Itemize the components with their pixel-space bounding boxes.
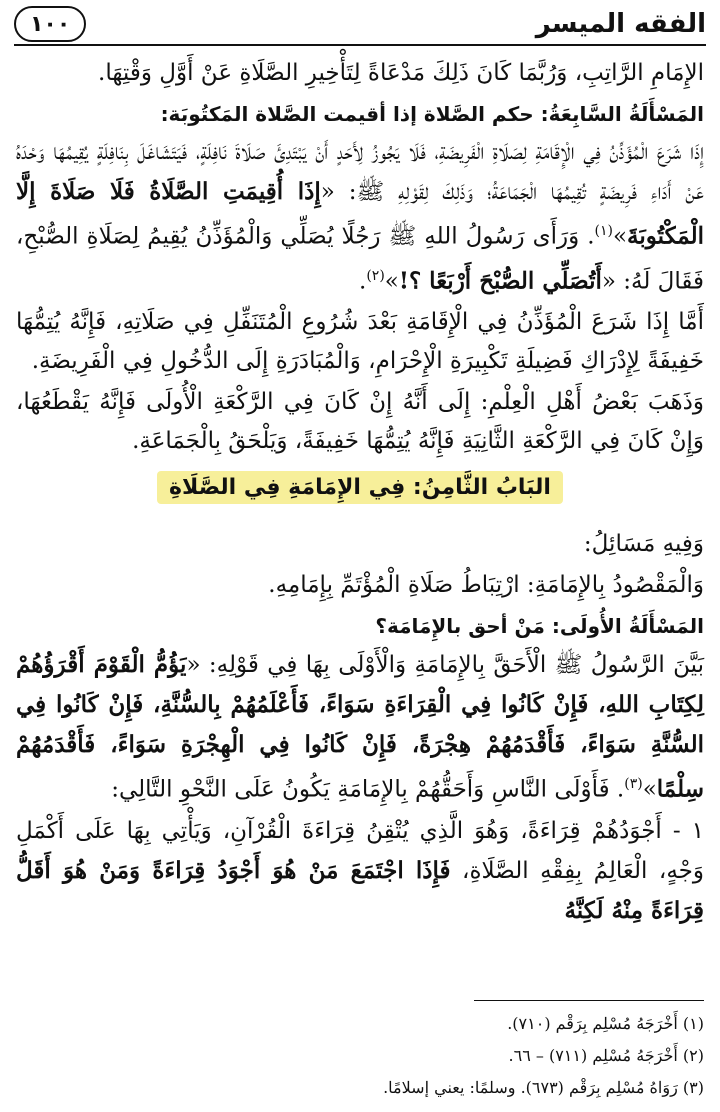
issue-1-heading: المَسْأَلَةُ الأُولَى: مَنْ أحق بالإِمَامَة؟: [375, 614, 704, 639]
page-number: ١٠٠: [14, 6, 86, 42]
footnote-marker[interactable]: (١): [594, 223, 613, 239]
list-item: [16, 812, 704, 931]
paragraph: وَالْمَقْصُودُ بِالإِمَامَةِ: ارْتِبَاطُ صَلَاةِ الْمُؤْتَمِّ بِإِمَامِهِ.: [268, 572, 704, 599]
footnote-marker[interactable]: (٢): [366, 267, 385, 284]
page-content: [16, 54, 704, 933]
paragraph-text: . وَرَأَى رَسُولُ اللهِ ﷺ رَجُلًا يُصَلِّي وَالْمُؤَذِّنُ يُقِيمُ لِصَلَاةِ الصُّبْحِ، فَقَالَ لَهُ: «: [16, 223, 704, 295]
paragraph: وَفِيهِ مَسَائِلُ:: [583, 531, 704, 558]
paragraph: إِذَا شَرَعَ الْمُؤَذِّنُ فِي الْإِقَامَةِ لِصَلَاةِ الْفَرِيضَةِ، فَلَا يَجُوزُ لِأَحَدٍ أَنْ يَبْتَدِئَ صَلَاةَ نَافِلَةٍ، فَيَتَشَاغَلَ بِنَافِلَةٍ يُقِيمُهَا وَحْدَهُ عَنْ أَدَاءِ فَرِيضَةٍ تُقِيمُهَا الْجَمَاعَةُ؛ وَذَلِكَ لِقَوْلِهِ ﷺ: «إِذَا أُقِيمَتِ الصَّلَاةُ فَلَا صَلَاةَ إِلَّا الْمَكْتُوبَةَ»$^{(١)}$. وَرَأَى رَسُولُ اللهِ ﷺ رَجُلًا يُصَلِّي وَالْمُؤَذِّنُ يُقِيمُ لِصَلَاةِ الصُّبْحِ، فَقَالَ لَهُ: «أَتُصَلِّي الصُّبْحَ أَرْبَعًا ؟!»$^{(٢)}$.: [16, 139, 704, 295]
book-title: الفقه الميسر: [535, 9, 706, 39]
footnote-2: (٢) أَخْرَجَهُ مُسْلِم (٧١١) – ٦٦.: [508, 1046, 704, 1065]
paragraph-text: . فَأَوْلَى النَّاسِ وَأَحَقُّهُمْ بِالإِمَامَةِ يَكُونُ عَلَى النَّحْوِ التَّالِي:: [111, 776, 625, 803]
footnote-divider: [474, 1000, 704, 1001]
paragraph: بَيَّنَ الرَّسُولُ ﷺ الْأَحَقَّ بِالإِمَامَةِ وَالْأَوْلَى بِهَا فِي قَوْلِهِ: «يَؤُمُّ الْقَوْمَ أَقْرَؤُهُمْ لِكِتَابِ اللهِ، فَإِنْ كَانُوا فِي الْقِرَاءَةِ سَوَاءً، فَأَعْلَمُهُمْ بِالسُّنَّةِ، فَإِنْ كَانُوا فِي السُّنَّةِ سَوَاءً، فَأَقْدَمُهُمْ هِجْرَةً، فَإِنْ كَانُوا فِي الْهِجْرَةِ سَوَاءً، فَأَقْدَمُهُمْ سِلْمًا»$^{(٣)}$. فَأَوْلَى النَّاسِ وَأَحَقُّهُمْ بِالإِمَامَةِ يَكُونُ عَلَى النَّحْوِ التَّالِي:: [16, 651, 704, 803]
chapter-heading: [16, 471, 704, 515]
paragraph-text: بَيَّنَ الرَّسُولُ ﷺ الْأَحَقَّ بِالإِمَامَةِ وَالْأَوْلَى بِهَا فِي قَوْلِهِ: «: [186, 652, 704, 679]
footnote-3: (٣) رَوَاهُ مُسْلِم بِرَقْم (٦٧٣). وسلمًا: يعني إسلامًا.: [383, 1078, 704, 1097]
footnote-1: (١) أَخْرَجَهُ مُسْلِم بِرَقْم (٧١٠).: [507, 1014, 704, 1033]
paragraph: أَمَّا إِذَا شَرَعَ الْمُؤَذِّنُ فِي الْإِقَامَةِ بَعْدَ شُرُوعِ الْمُتَنَفِّلِ فِي صَلَاتِهِ، فَإِنَّهُ يُتِمُّهَا خَفِيفَةً لِإِدْرَاكِ فَضِيلَةِ تَكْبِيرَةِ الْإِحْرَامِ، وَالْمُبَادَرَةِ إِلَى الدُّخُولِ فِي الْفَرِيضَةِ.: [16, 309, 704, 375]
list-item-emphasis: فَإِذَا اجْتَمَعَ مَنْ هُوَ أَجْوَدُ قِرَاءَةً وَمَنْ هُوَ أَقَلُّ قِرَاءَةً مِنْهُ لَكِنَّهُ: [16, 856, 704, 924]
paragraph: الإِمَامِ الرَّاتِبِ، وَرُبَّمَا كَانَ ذَلِكَ مَدْعَاةً لِتَأْخِيرِ الصَّلَاةِ عَنْ أَوَّلِ وَقْتِهَا.: [98, 60, 704, 86]
paragraph: وَذَهَبَ بَعْضُ أَهْلِ الْعِلْمِ: إِلَى أَنَّهُ إِنْ كَانَ فِي الرَّكْعَةِ الْأُولَى فَإِنَّهُ يَقْطَعُهَا، وَإِنْ كَانَ فِي الرَّكْعَةِ الثَّانِيَةِ فَإِنَّهُ يُتِمُّهَا خَفِيفَةً، وَيَلْحَقُ بِالْجَمَاعَةِ.: [16, 389, 704, 455]
footnotes: [16, 1008, 704, 1104]
hadith-quote: يَؤُمُّ الْقَوْمَ أَقْرَؤُهُمْ لِكِتَابِ اللهِ، فَإِنْ كَانُوا فِي الْقِرَاءَةِ سَوَاءً، فَأَعْلَمُهُمْ بِالسُّنَّةِ، فَإِنْ كَانُوا فِي السُّنَّةِ سَوَاءً، فَأَقْدَمُهُمْ هِجْرَةً، فَإِنْ كَانُوا فِي الْهِجْرَةِ سَوَاءً، فَأَقْدَمُهُمْ سِلْمًا: [16, 651, 704, 803]
chapter-title: البَابُ الثَّامِنُ: فِي الإِمَامَةِ فِي الصَّلَاةِ: [157, 471, 563, 504]
list-item-text: ١ - أَجْوَدُهُمْ قِرَاءَةً، وَهُوَ الَّذِي يُتْقِنُ قِرَاءَةَ الْقُرْآنِ، وَيَأْتِي بِهَا عَلَى أَكْمَلِ وَجْهٍ، الْعَالِمُ بِفِقْهِ الصَّلَاةِ،: [16, 817, 704, 884]
hadith-quote: أَتُصَلِّي الصُّبْحَ أَرْبَعًا ؟!: [398, 267, 602, 295]
page-header: [14, 4, 706, 46]
footnote-marker[interactable]: (٣): [624, 776, 643, 793]
issue-7-heading: المَسْأَلَةُ السَّابِعَةُ: حكم الصَّلاة إذا أقيمت الصَّلاة المَكتُوبَة:: [160, 102, 704, 126]
hadith-quote: إِذَا أُقِيمَتِ الصَّلَاةُ فَلَا صَلَاةَ إِلَّا الْمَكْتُوبَةَ: [16, 178, 704, 250]
paragraph-text: إِذَا شَرَعَ الْمُؤَذِّنُ فِي الْإِقَامَةِ لِصَلَاةِ الْفَرِيضَةِ، فَلَا يَجُوزُ لِأَحَدٍ أَنْ يَبْتَدِئَ صَلَاةَ نَافِلَةٍ، فَيَتَشَاغَلَ بِنَافِلَةٍ يُقِيمُهَا وَحْدَهُ عَنْ أَدَاءِ فَرِيضَةٍ تُقِيمُهَا الْجَمَاعَةُ؛ وَذَلِكَ لِقَوْلِهِ ﷺ: «: [16, 139, 704, 205]
